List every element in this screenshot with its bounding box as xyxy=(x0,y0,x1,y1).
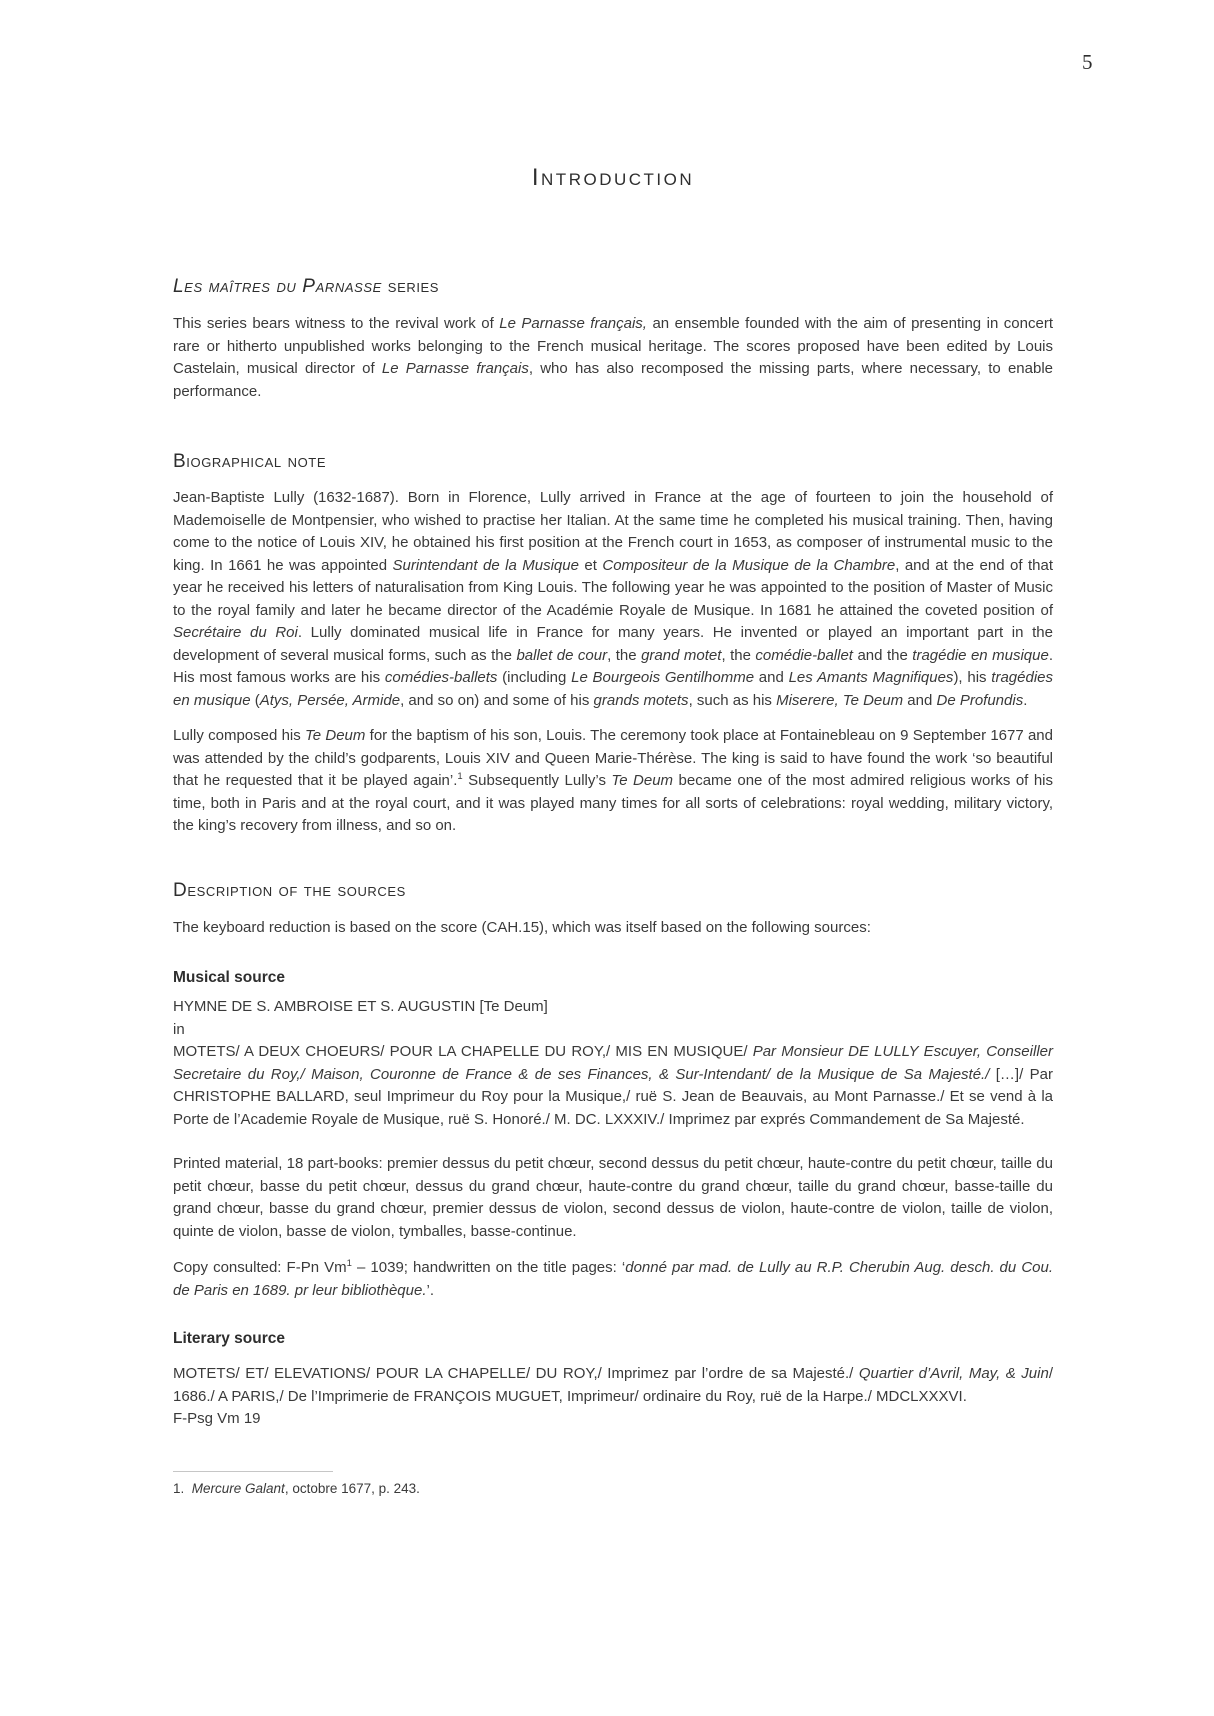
footnote-mercure-galant: 1. Mercure Galant, octobre 1677, p. 243. xyxy=(173,1480,420,1496)
footnote-divider xyxy=(173,1471,333,1472)
paragraph-copy-consulted: Copy consulted: F-Pn Vm$^1$ – 1039; handwritten on the title pages: ‘donné par mad. de Lully au R.P. Cherubin Aug. desch. du Cou. de Paris en 1689. pr leur bibliothèque.’. xyxy=(173,1258,1054,1299)
subheading-musical-source: Musical source xyxy=(173,969,285,986)
line-shelfmark: F-Psg Vm 19 xyxy=(173,1410,261,1427)
subheading-literary-source: Literary source xyxy=(173,1330,285,1347)
paragraph-te-deum-history: Lully composed his Te Deum for the baptism of his son, Louis. The ceremony took place at Fontainebleau on 9 September 1677 and was attended by the child’s godparents, Louis XIV and Queen Marie-Thérèse. The king is said to have found the work ‘so beautiful that he requested that it be played again’.$^1$ Subsequently Lully’s Te Deum became one of the most admired religious works of his time, both in Paris and at the royal court, and it was played many times for all sorts of celebrations: royal wedding, military victory, the king’s recovery from illness, and so on. xyxy=(173,727,1053,834)
paragraph-printed-material: Printed material, 18 part-books: premier dessus du petit chœur, second dessus du petit chœur, haute-contre du petit chœur, taille du petit chœur, basse du petit chœur, dessus du grand chœur, haute-contre du grand chœur, taille du grand chœur, basse-taille du grand chœur, basse du grand chœur, premier dessus de violon, second dessus de violon, haute-contre de violon, taille de violon, quinte de violon, basse de violon, tymballes, basse-continue. xyxy=(173,1155,1053,1240)
paragraph-motets-title-transcription: MOTETS/ A DEUX CHOEURS/ POUR LA CHAPELLE DU ROY,/ MIS EN MUSIQUE/ Par Monsieur DE LULLY Escuyer, Conseiller Secretaire du Roy,/ Maison, Couronne de France & de ses Finances, & Sur-Intendant/ de la Musique de Sa Majesté./ […]/ Par CHRISTOPHE BALLARD, seul Imprimeur du Roy pour la Musique,/ ruë S. Jean de Beauvais, au Mont Parnasse./ Et se vend à la Porte de l’Academie Royale de Musique, ruë S. Honoré./ M. DC. LXXXIV./ Imprimez par exprés Commandement de Sa Majesté. xyxy=(173,1043,1053,1128)
section-heading-series: Les maîtres du Parnasse series xyxy=(173,276,440,297)
line-in: in xyxy=(173,1020,185,1038)
paragraph-keyboard-reduction: The keyboard reduction is based on the score (CAH.15), which was itself based on the following sources: xyxy=(173,918,871,936)
paragraph-biography: Jean-Baptiste Lully (1632-1687). Born in Florence, Lully arrived in France at the age of fourteen to join the household of Mademoiselle de Montpensier, who wished to practise her Italian. At the same time he completed his musical training. Then, having come to the notice of Louis XIV, he obtained his first position at the French court in 1653, as composer of instrumental music to the king. In 1661 he was appointed Surintendant de la Musique et Compositeur de la Musique de la Chambre, and at the end of that year he received his letters of naturalisation from King Louis. The following year he was appointed to the position of Master of Music to the royal family and later he became director of the Académie Royale de Musique. In 1681 he attained the coveted position of Secrétaire du Roi. Lully dominated musical life in France for many years. He invented or played an important part in the development of several musical forms, such as the ballet de cour, the grand motet, the comédie-ballet and the tragédie en musique. His most famous works are his comédies-ballets (including Le Bourgeois Gentilhomme and Les Amants Magnifiques), his tragédies en musique (Atys, Persée, Armide, and so on) and some of his grands motets, such as his Miserere, Te Deum and De Profundis. xyxy=(173,489,1053,709)
paragraph-literary-source-transcription: MOTETS/ ET/ ELEVATIONS/ POUR LA CHAPELLE/ DU ROY,/ Imprimez par l’ordre de sa Majesté./ Quartier d’Avril, May, & Juin/ 1686./ A PARIS,/ De l’Imprimerie de FRANÇOIS MUGUET, Imprimeur/ ordinaire du Roy, ruë de la Harpe./ MDCLXXXVI. xyxy=(173,1365,1053,1405)
section-heading-biographical-note: Biographical note xyxy=(173,451,327,472)
page-content xyxy=(173,0,1053,1498)
footnote-block xyxy=(173,1471,1053,1498)
page-number: 5 xyxy=(1082,50,1093,74)
page-title: Introduction xyxy=(531,164,695,191)
section-heading-description-of-sources: Description of the sources xyxy=(173,879,406,901)
paragraph-series-description: This series bears witness to the revival work of Le Parnasse français, an ensemble founded with the aim of presenting in concert rare or hitherto unpublished works belonging to the French musical heritage. The scores proposed have been edited by Louis Castelain, musical director of Le Parnasse français, who has also recomposed the missing parts, where necessary, to enable performance. xyxy=(173,315,1054,400)
line-hymne-title: HYMNE DE S. AMBROISE ET S. AUGUSTIN [Te Deum] xyxy=(173,998,548,1015)
